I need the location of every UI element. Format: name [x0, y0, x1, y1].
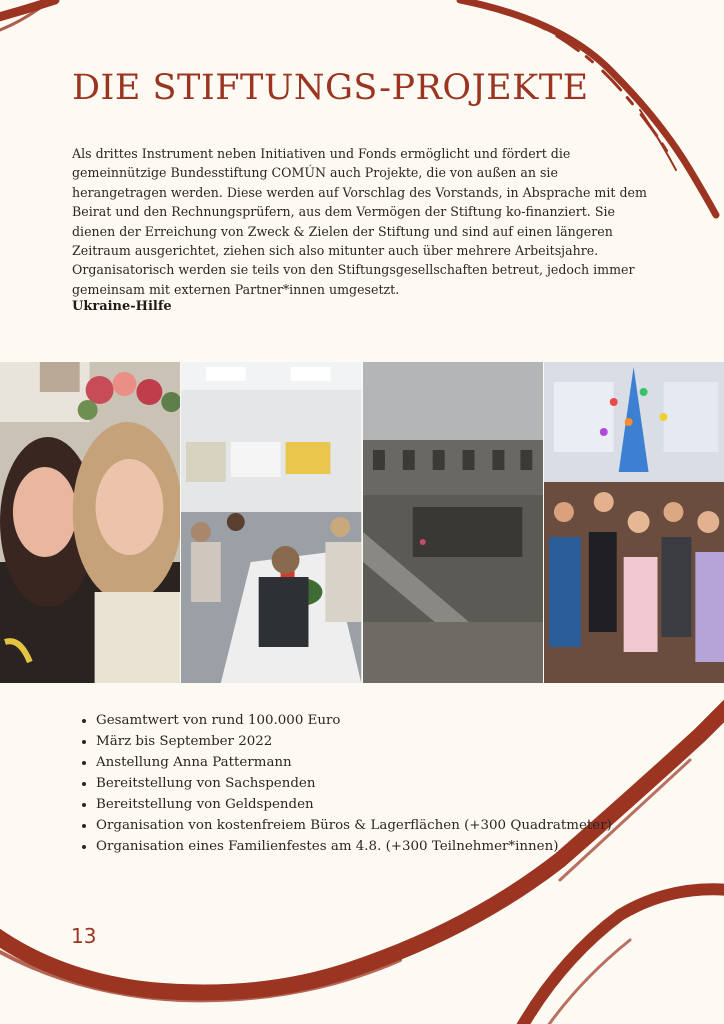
page-title: DIE STIFTUNGS-PROJEKTE: [72, 68, 589, 108]
photo-children-crafting: [181, 362, 362, 683]
section-heading: Ukraine-Hilfe: [72, 299, 172, 314]
bullet-list: [72, 710, 676, 857]
list-item: • Bereitstellung von Geldspenden: [96, 794, 676, 815]
list-item: • Bereitstellung von Sachspenden: [96, 773, 676, 794]
page-number: 13: [71, 924, 97, 948]
list-item: • März bis September 2022: [96, 731, 676, 752]
photo-children-group: [544, 362, 724, 683]
list-item: • Anstellung Anna Pattermann: [96, 752, 676, 773]
photo-destroyed-bridge: [363, 362, 544, 683]
list-item: • Gesamtwert von rund 100.000 Euro: [96, 710, 676, 731]
intro-paragraph: Als drittes Instrument neben Initiativen und Fonds ermöglicht und fördert die gemeinnützige Bundesstiftung COMÚN auch Projekte, die von außen an sie herangetragen werden. Diese werden auf Vorschlag des Vorstands, in Absprache mit dem Beirat und den Rechnungsprüfern, aus dem Vermögen der Stiftung ko-finanziert. Sie dienen der Erreichung von Zweck & Zielen der Stiftung und sind auf einen längeren Zeitraum ausgerichtet, ziehen sich also mitunter auch über mehrere Arbeitsjahre. Organisatorisch werden sie teils von den Stiftungsgesellschaften betreut, jedoch immer gemeinsam mit externen Partner*innen umgesetzt.: [72, 146, 647, 297]
photo-selfie-two-women: [0, 362, 181, 683]
photo-strip: [0, 362, 724, 683]
list-item: • Organisation eines Familienfestes am 4.8. (+300 Teilnehmer*innen): [96, 836, 676, 857]
list-item: • Organisation von kostenfreiem Büros & Lagerflächen (+300 Quadratmeter): [96, 815, 676, 836]
